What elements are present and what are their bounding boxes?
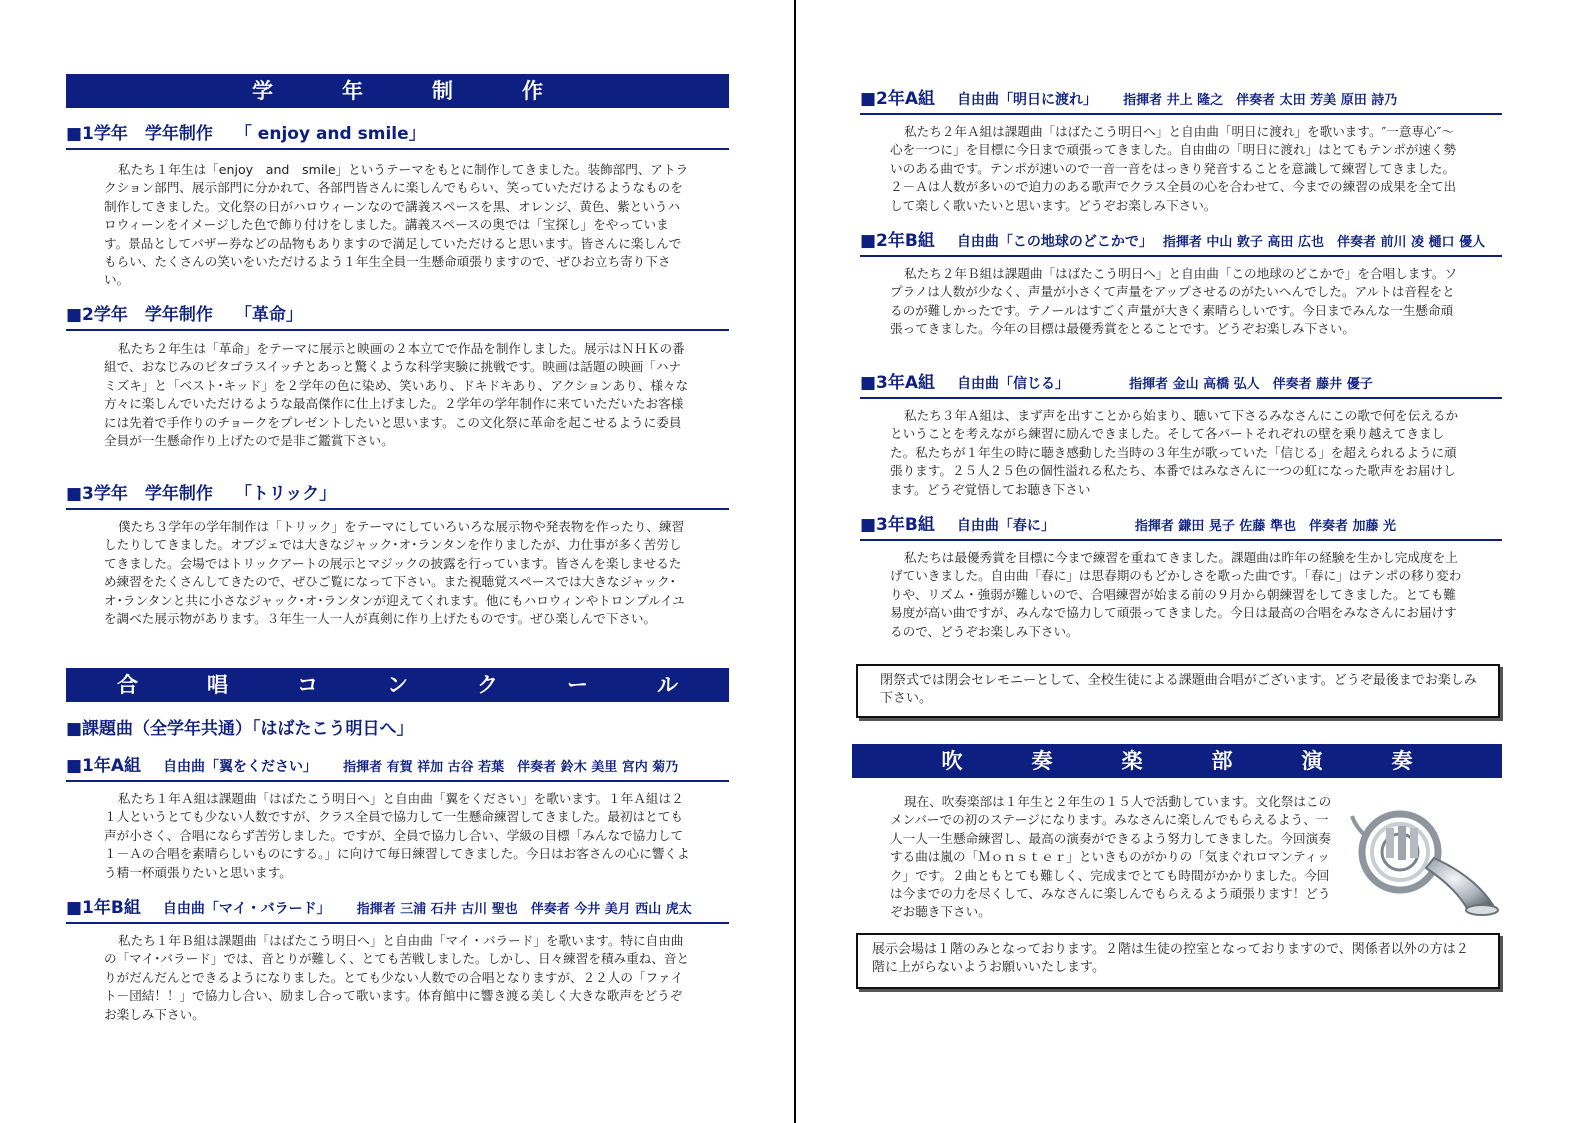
grade2-body: 私たち２年生は「革命」をテーマに展示と映画の２本立てで作品を制作しました。展示はＮＨＫの番組で、おなじみのピタゴラスイッチとあっと驚くような科学実験に挑戦です。映画は話題の映画「ハナミズキ」と「ベスト･キッド」を２学年の色に染め、笑いあり、ドキドキあり、アクションあり、様々な方々に楽しんでいただけるような最高傑作に仕上げました。２学年の学年制作に来ていただいたお客様には先着で手作りのチョークをプレゼントしたいと思います。この文化祭に革命を起こせるように委員全員が一生懸命作り上げたので是非ご鑑賞下さい。: [104, 341, 689, 449]
grade3-heading: [66, 482, 729, 510]
grade3-body: 僕たち３学年の学年制作は「トリック」をテーマにしていろいろな展示物や発表物を作ったり、練習したりしてきました。オブジェでは大きなジャック･オ･ランタンを作りましたが、力仕事が多く苦労してきました。会場ではトリックアートの展示とマジックの披露を行っています。皆さんを楽しませるため練習をたくさんしてきたので、ぜひご覧になって下さい。また視聴覚スペースでは大きなジャック･オ･ランタンと共に小さなジャック･オ･ランタンが迎えてくれます。他にもハロウィンやトロンプルイユを調べた展示物があります。３年生一人一人が真剣に作り上げたものです。ぜひ楽しんで下さい。: [104, 519, 685, 627]
class-3a-song: 自由曲「信じる」: [957, 376, 1070, 392]
grade2-heading: [66, 303, 729, 331]
class-3a-meta: 指揮者 金山 高橋 弘人 伴奏者 藤井 優子: [1129, 377, 1373, 392]
page-divider: [794, 0, 796, 1123]
class-1a-meta: 指揮者 有賀 祥加 古谷 若葉 伴奏者 鈴木 美里 宮内 菊乃: [343, 760, 679, 775]
grade1-body: 私たち１年生は「enjoy and smile」というテーマをもとに制作してきました。装飾部門、アトラクション部門、展示部門に分かれて、各部門皆さんに楽しんでもらい、笑っていただけるようなものを制作してきました。文化祭の日がハロウィーンなので講義スペースを黒、オレンジ、黄色、紫というハロウィーンをイメージした色で飾り付けをしました。講義スペースの奥では「宝探し」をやっています。景品としてバザー券などの品物もありますので満足していただけると思います。皆さんに楽しんでもらい、たくさんの笑いをいただけるよう１年生全員一生懸命頑張りますので、ぜひお立ち寄り下さい。: [104, 162, 689, 288]
grade2-head: ■2学年 学年制作: [66, 305, 213, 325]
class-3a-body: 私たち３年Ａ組は、まず声を出すことから始まり、聴いて下さるみなさんにこの歌で何を伝えるかということを考えながら練習に励んできました。そして各パートそれぞれの壁を乗り越えてきました。私たちが１年生の時に聴き感動した当時の３年生が歌っていた「信じる」を超えられるように頑張ります。２５人２５色の個性溢れる私たち、本番ではみなさんに一つの虹になった歌声をお届けします。どうぞ覚悟してお聴き下さい: [890, 408, 1459, 497]
class-1b-heading: [66, 896, 729, 924]
french-horn-icon: [1346, 798, 1506, 918]
class-2a-meta: 指揮者 井上 隆之 伴奏者 太田 芳美 原田 詩乃: [1123, 93, 1398, 108]
grade3-title: 「トリック」: [234, 484, 337, 504]
class-1a-song: 自由曲「翼をください」: [163, 759, 318, 775]
class-2a-head: ■2年A組: [860, 89, 936, 109]
banner-grade-production: 学 年 制 作: [66, 74, 729, 108]
class-2b-song: 自由曲「この地球のどこかで」: [956, 234, 1153, 250]
class-2b-meta: 指揮者 中山 敦子 高田 広也 伴奏者 前川 凌 樋口 優人: [1162, 235, 1486, 250]
banner-brass-band: 吹 奏 楽 部 演 奏: [852, 744, 1502, 778]
class-3a-heading: [860, 371, 1502, 399]
class-2b-head: ■2年B組: [860, 231, 935, 251]
class-1b-meta: 指揮者 三浦 石井 古川 聖也 伴奏者 今井 美月 西山 虎太: [356, 902, 692, 917]
class-2b-body: 私たち２年Ｂ組は課題曲「はばたこう明日へ」と自由曲「この地球のどこかで」を合唱します。ソプラノは人数が少なく、声量が小さくて声量をアップさせるのがたいへんでした。アルトは音程をとるのが難しかったです。テノールはすごく声量が大きく素晴らしいです。今日までみんな一生懸命頑張ってきました。今年の目標は最優秀賞をとることです。どうぞお楽しみ下さい。: [890, 266, 1458, 337]
class-2a-body: 私たち２年Ａ組は課題曲「はばたこう明日へ」と自由曲「明日に渡れ」を歌います。″一意専心″～心を一つに」を目標に今日まで頑張ってきました。自由曲の「明日に渡れ」はとてもテンポが速く勢いのある曲です。テンポが速いので一音一音をはっきり発音することを意識して練習してきました。２－Ａは人数が多いので迫力のある歌声でクラス全員の心を合わせて、今までの練習の成果を全て出して楽しく歌いたいと思います。どうぞお楽しみ下さい。: [890, 124, 1457, 213]
grade1-head: ■1学年 学年制作: [66, 124, 213, 144]
class-1a-head: ■1年A組: [66, 756, 142, 776]
class-2b-heading: [860, 229, 1502, 257]
grade2-title: 「革命」: [234, 305, 303, 325]
class-2a-song: 自由曲「明日に渡れ」: [957, 92, 1098, 108]
class-3b-heading: [860, 513, 1502, 541]
grade3-head: ■3学年 学年制作: [66, 484, 213, 504]
class-3b-head: ■3年B組: [860, 515, 935, 535]
brass-band-body: 現在、吹奏楽部は１年生と２年生の１５人で活動しています。文化祭はこのメンバーでの初のステージになります。みなさんに楽しんでもらえるよう、一人一人一生懸命練習し、最高の演奏ができるよう努力してきました。今回演奏する曲は嵐の「Ｍｏｎｓｔｅｒ」といきものがかりの「気まぐれロマンティック」です。２曲ともとても難しく、完成までとても時間がかかりました。今回は今までの力を尽くして、みなさんに楽しんでもらえるよう頑張ります！どうぞお聴き下さい。: [890, 794, 1332, 920]
class-1b-body: 私たち１年Ｂ組は課題曲「はばたこう明日へ」と自由曲「マイ・バラード」を歌います。特に自由曲の「マイ･バラード」では、音とりが難しく、とても苦戦しました。しかし、日々練習を積み重ね、音とりがだんだんとできるようになりました。とても少ない人数での合唱となりますが、２２人の「ファイト－団結！！」で協力し合い、励まし合って歌います。体育館中に響き渡る美しく大きな歌声をどうぞお楽しみ下さい。: [104, 933, 690, 1022]
class-2a-heading: [860, 87, 1502, 115]
class-1a-body: 私たち１年Ａ組は課題曲「はばたこう明日へ」と自由曲「翼をください」を歌います。１年Ａ組は２１人というとても少ない人数ですが、クラス全員で協力して一生懸命練習してきました。最初はとても声が小さく、合唱にならず苦労しました。ですが、全員で協力し合い、学級の目標「みんなで協力して１－Ａの合唱を素晴らしいものにする。」に向けて毎日練習してきました。今日はお客さんの心に響くよう精一杯頑張りたいと思います。: [104, 791, 690, 880]
grade1-heading: [66, 122, 729, 150]
class-1b-head: ■1年B組: [66, 898, 141, 918]
grade1-title: 「 enjoy and smile」: [234, 124, 426, 144]
class-3b-meta: 指揮者 鎌田 晃子 佐藤 準也 伴奏者 加藤 光: [1134, 519, 1397, 534]
class-1b-song: 自由曲「マイ・バラード」: [162, 901, 331, 917]
class-3a-head: ■3年A組: [860, 373, 936, 393]
class-1a-heading: [66, 754, 729, 782]
assigned-song-heading: ■課題曲（全学年共通）「はばたこう明日へ」: [66, 719, 414, 739]
banner-chorus-contest: 合 唱 コ ン ク ー ル: [66, 668, 729, 702]
closing-ceremony-note: 閉祭式では閉会セレモニーとして、全校生徒による課題曲合唱がございます。どうぞ最後までお楽しみ下さい。: [856, 664, 1500, 718]
exhibition-note: 展示会場は１階のみとなっております。２階は生徒の控室となっておりますので、関係者以外の方は２階に上がらないようお願いいたします。: [856, 933, 1500, 989]
class-3b-song: 自由曲「春に」: [956, 518, 1055, 534]
class-3b-body: 私たちは最優秀賞を目標に今まで練習を重ねてきました。課題曲は昨年の経験を生かし完成度を上げていきました。自由曲「春に」は思春期のもどかしさを歌った曲です。「春に」はテンポの移り変わりや、リズム・強弱が難しいので、合唱練習が始まる前の９月から朝練習をしてきました。とても難易度が高い曲ですが、みんなで協力して頑張ってきました。今日は最高の合唱をみなさんにお届けするので、どうぞお楽しみ下さい。: [890, 550, 1462, 639]
